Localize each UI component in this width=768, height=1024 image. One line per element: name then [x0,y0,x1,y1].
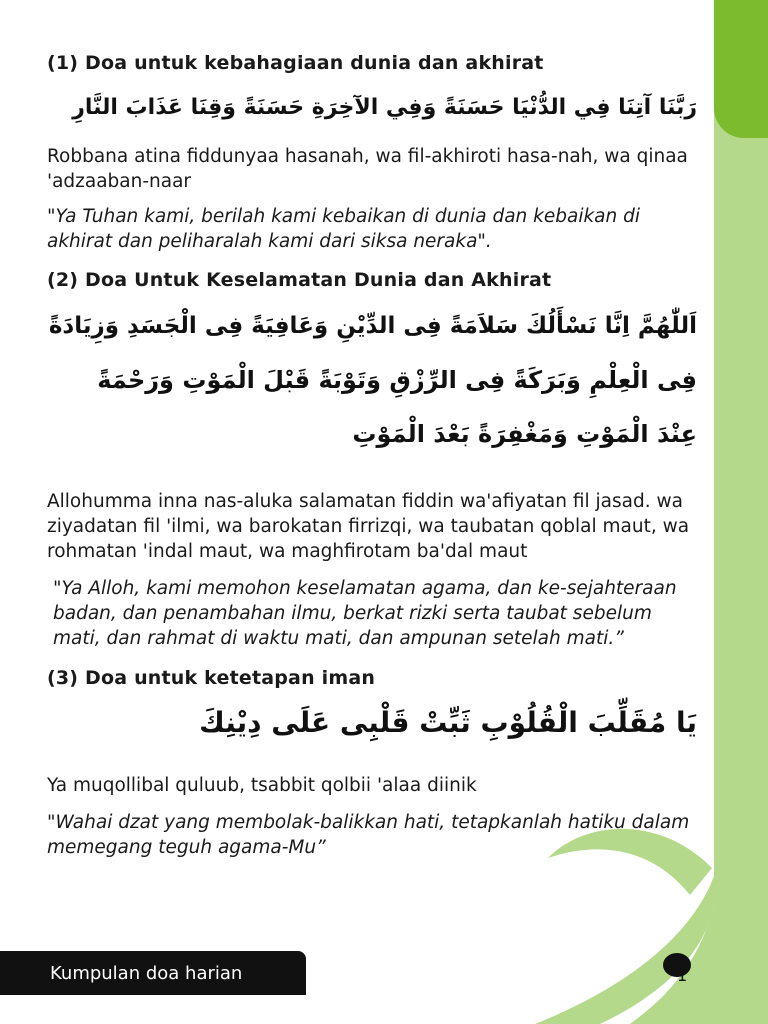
section-heading: (3) Doa untuk ketetapan iman [47,667,376,689]
section-1 [47,50,697,254]
arabic-prayer-line: فِى الْعِلْمِ وَبَرَكَةً فِى الرِّزْقِ وَتَوْبَةً قَبْلَ الْمَوْتِ وَرَحْمَةً [97,366,697,394]
section-heading: (2) Doa Untuk Keselamatan Dunia dan Akhirat [47,269,552,291]
arabic-prayer-line: اَللّٰهُمَّ اِنَّا نَسْأَلُكَ سَلاَمَةً فِى الدِّيْنِ وَعَافِيَةً فِى الْجَسَدِ وَزِيَادَةً [48,313,697,339]
arabic-prayer-text: يَا مُقَلِّبَ الْقُلُوْبِ ثَبِّتْ قَلْبِى عَلَى دِيْنِكَ [199,706,697,739]
arabic-prayer-line: عِنْدَ الْمَوْتِ وَمَغْفِرَةً بَعْدَ الْمَوْتِ [352,420,697,448]
section-3 [47,665,697,860]
latin-transliteration: Robbana atina fiddunyaa hasanah, wa fil-akhiroti hasa-nah, wa qinaa 'adzaaban-naar [47,146,688,192]
page-number: 1 [677,966,688,985]
page-content [47,50,697,860]
prayer-translation: "Wahai dzat yang membolak-balikkan hati, tetapkanlah hatiku dalam memegang teguh agama-Mu” [47,812,690,858]
latin-transliteration: Allohumma inna nas-aluka salamatan fiddin wa'afiyatan fil jasad. wa ziyadatan fil 'ilmi, wa barokatan firrizqi, wa taubatan qoblal maut, wa rohmatan 'indal maut, wa maghfirotam ba'dal maut [47,491,690,562]
arabic-prayer-text: رَبَّنَا آتِنَا فِي الدُّنْيَا حَسَنَةً وَفِي الآخِرَةِ حَسَنَةً وَقِنَا عَذَابَ النَّارِ [72,95,697,120]
section-heading: (1) Doa untuk kebahagiaan dunia dan akhirat [47,52,544,74]
footer-title: Kumpulan doa harian [50,963,243,984]
prayer-translation: "Ya Tuhan kami, berilah kami kebaikan di dunia dan kebaikan di akhirat dan peliharalah kami dari siksa neraka". [47,206,641,252]
footer-bar [0,951,306,995]
prayer-translation: "Ya Alloh, kami memohon keselamatan agama, dan ke-sejahteraan badan, dan penambahan ilmu, berkat rizki serta taubat sebelum mati, dan rahmat di waktu mati, dan ampunan setelah mati.” [53,578,677,649]
latin-transliteration: Ya muqollibal quluub, tsabbit qolbii 'alaa diinik [47,775,477,796]
section-2 [47,267,697,651]
